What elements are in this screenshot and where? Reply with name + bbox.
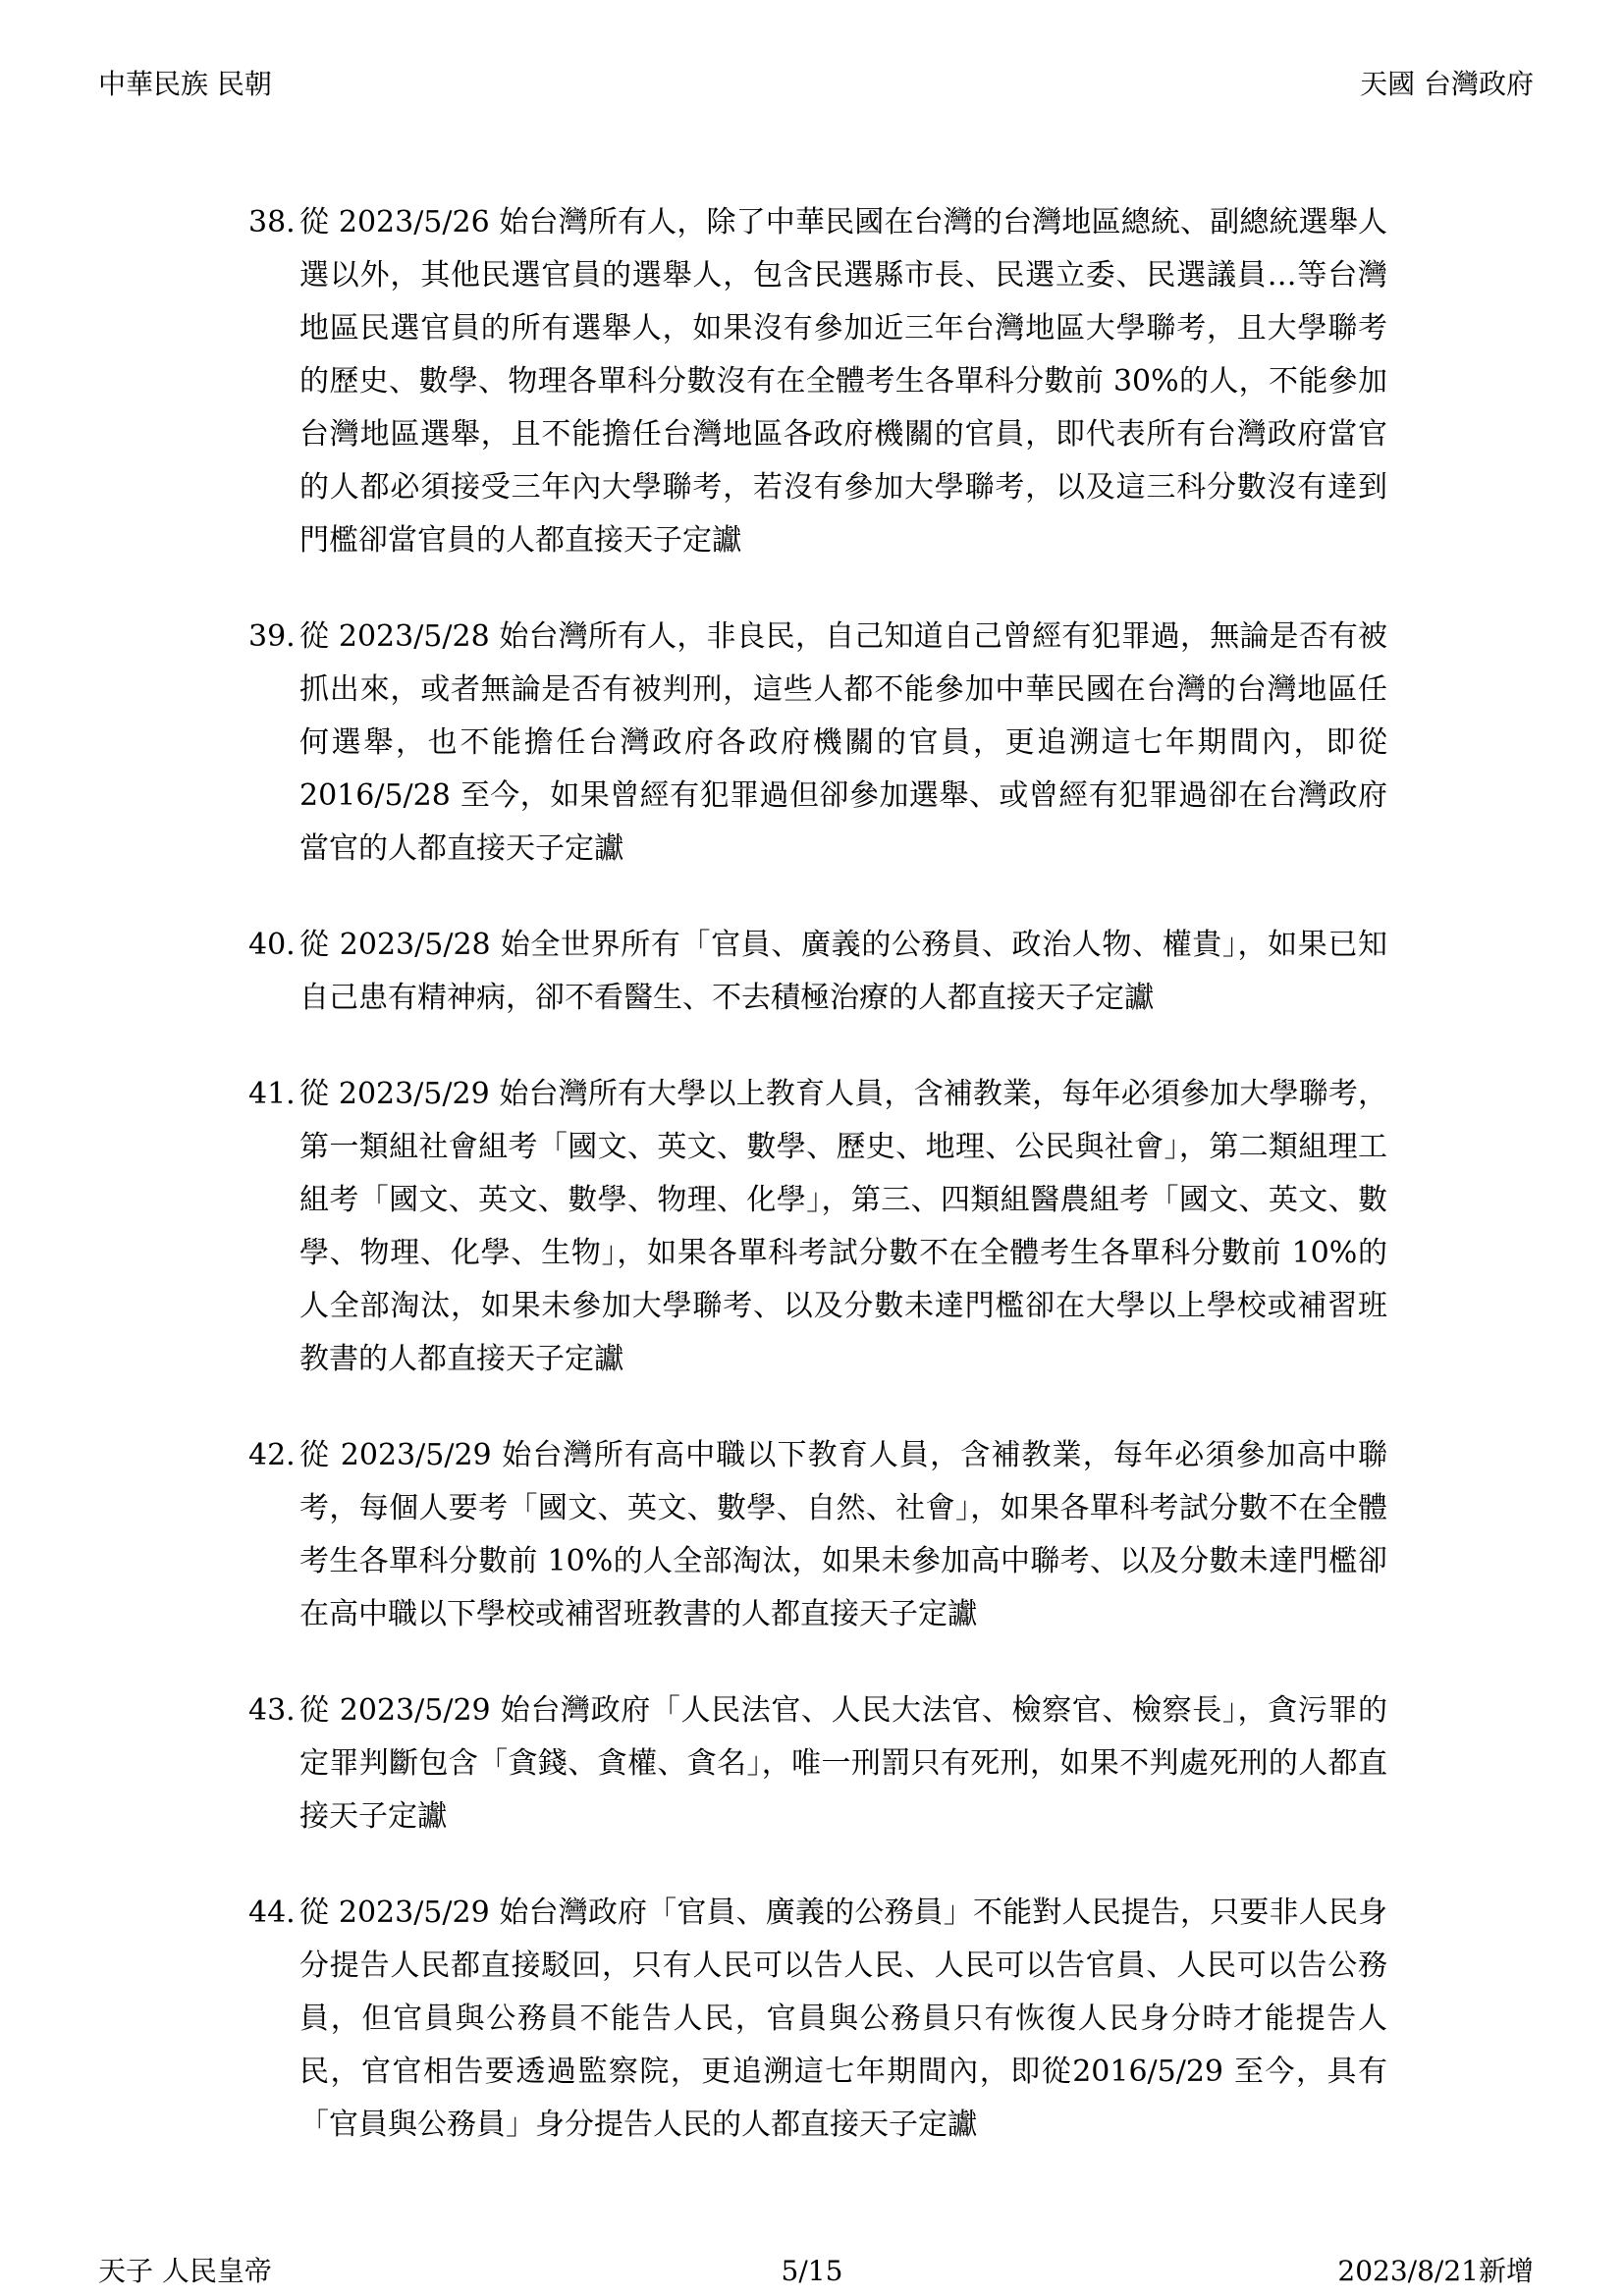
item-text: 從 2023/5/28 始全世界所有「官員、廣義的公務員、政治人物、權貴」，如果已知自己患有精神病，卻不看醫生、不去積極治療的人都直接天子定讞 <box>299 928 1387 1015</box>
item-text: 從 2023/5/28 始台灣所有人，非良民，自己知道自己曾經有犯罪過，無論是否有被抓出來，或者無論是否有被判刑，這些人都不能參加中華民國在台灣的台灣地區任何選舉，也不能擔任台灣政府各政府機關的官員，更追溯這七年期間內，即從 2016/5/28 至今，如果曾經有犯罪過但卻參加選舉、或曾經有犯罪過卻在台灣政府當官的人都直接天子定讞 <box>299 619 1387 866</box>
item-number: 44. <box>248 1896 296 1930</box>
item-text: 從 2023/5/29 始台灣政府「人民法官、人民大法官、檢察官、檢察長」，貪污罪的定罪判斷包含「貪錢、貪權、貪名」，唯一刑罰只有死刑，如果不判處死刑的人都直接天子定讞 <box>299 1693 1387 1834</box>
item-number: 39. <box>248 619 296 654</box>
page-header <box>0 65 1624 104</box>
item-text: 從 2023/5/26 始台灣所有人，除了中華民國在台灣的台灣地區總統、副總統選舉人選以外，其他民選官員的選舉人，包含民選縣市長、民選立委、民選議員…等台灣地區民選官員的所有選舉人，如果沒有參加近三年台灣地區大學聯考，且大學聯考的歷史、數學、物理各單科分數沒有在全體考生各單科分數前 30%的人，不能參加台灣地區選舉，且不能擔任台灣地區各政府機關的官員，即代表所有台灣政府當官的人都必須接受三年內大學聯考，若沒有參加大學聯考，以及這三科分數沒有達到門檻卻當官員的人都直接天子定讞 <box>299 205 1387 558</box>
page-number: 5/15 <box>781 2255 843 2287</box>
list-item <box>248 1429 1387 1641</box>
list-item <box>248 1887 1387 2152</box>
item-text: 從 2023/5/29 始台灣所有高中職以下教育人員，含補教業，每年必須參加高中聯考，每個人要考「國文、英文、數學、自然、社會」，如果各單科考試分數不在全體考生各單科分數前 10%的人全部淘汰，如果未參加高中聯考、以及分數未達門檻卻在高中職以下學校或補習班教書的人都直接天子定讞 <box>299 1438 1387 1631</box>
list-item <box>248 919 1387 1025</box>
list-item <box>248 196 1387 567</box>
footer-date: 2023/8/21新增 <box>1337 2255 1534 2287</box>
list-item <box>248 611 1387 876</box>
document-body <box>248 196 1387 2195</box>
header-right-text: 天國 台灣政府 <box>1360 68 1534 100</box>
item-text: 從 2023/5/29 始台灣所有大學以上教育人員，含補教業，每年必須參加大學聯考，第一類組社會組考「國文、英文、數學、歷史、地理、公民與社會」，第二類組理工組考「國文、英文、數學、物理、化學」，第三、四類組醫農組考「國文、英文、數學、物理、化學、生物」，如果各單科考試分數不在全體考生各單科分數前 10%的人全部淘汰，如果未參加大學聯考、以及分數未達門檻卻在大學以上學校或補習班教書的人都直接天子定讞 <box>299 1077 1387 1376</box>
item-number: 43. <box>248 1693 296 1728</box>
footer-left-text: 天子 人民皇帝 <box>98 2255 272 2287</box>
list-item <box>248 1684 1387 1843</box>
item-number: 41. <box>248 1077 296 1111</box>
item-number: 42. <box>248 1438 296 1472</box>
item-number: 38. <box>248 205 296 240</box>
list-item <box>248 1068 1387 1386</box>
item-text: 從 2023/5/29 始台灣政府「官員、廣義的公務員」不能對人民提告，只要非人民身分提告人民都直接駁回，只有人民可以告人民、人民可以告官員、人民可以告公務員，但官員與公務員不能告人民，官員與公務員只有恢復人民身分時才能提告人民，官官相告要透過監察院，更追溯這七年期間內，即從2016/5/29 至今，具有「官員與公務員」身分提告人民的人都直接天子定讞 <box>299 1896 1387 2142</box>
header-left-text: 中華民族 民朝 <box>98 68 272 100</box>
item-number: 40. <box>248 928 296 962</box>
page-footer <box>0 2252 1624 2291</box>
